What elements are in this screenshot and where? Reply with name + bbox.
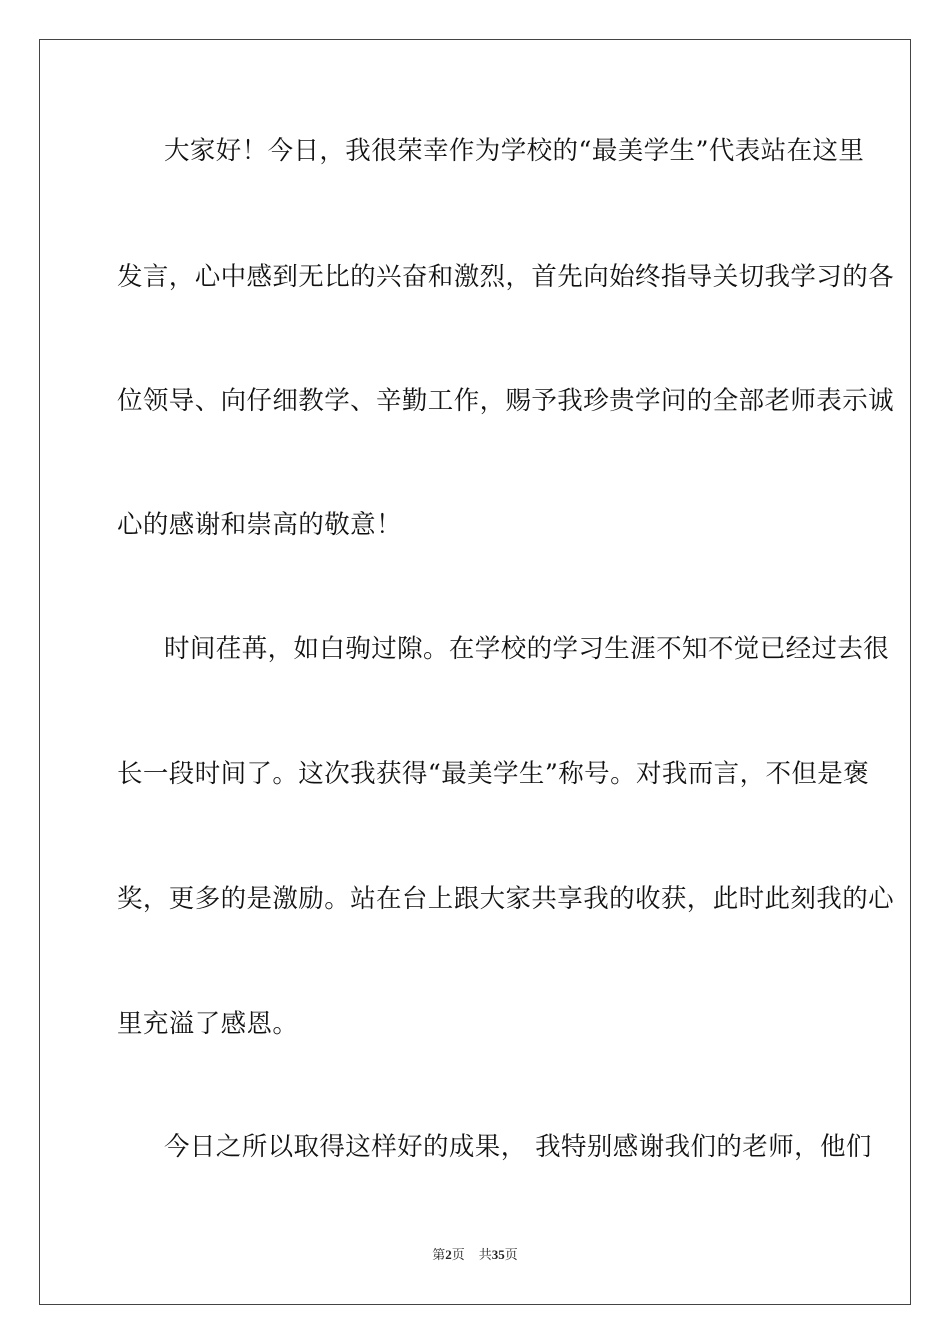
footer-page-prefix: 第: [432, 1248, 446, 1263]
footer-total-pages: 35: [491, 1247, 505, 1262]
page-footer: [0, 1247, 950, 1264]
text-line-5: 时间荏苒，如白驹过隙。在学校的学习生涯不知不觉已经过去很: [164, 634, 890, 664]
text-line-7: 奖，更多的是激励。站在台上跟大家共享我的收获，此时此刻我的心: [117, 884, 895, 914]
footer-total-prefix: 共: [478, 1248, 492, 1263]
text-line-3: 位领导、向仔细教学、辛勤工作，赐予我珍贵学问的全部老师表示诚: [117, 386, 895, 416]
text-line-8: 里充溢了感恩。: [117, 1009, 299, 1039]
text-line-4: 心的感谢和崇高的敬意！: [117, 510, 402, 540]
text-line-1: 大家好！今日，我很荣幸作为学校的“最美学生”代表站在这里: [164, 136, 865, 166]
text-line-2: 发言，心中感到无比的兴奋和激烈，首先向始终指导关切我学习的各: [117, 262, 895, 292]
footer-page-number: 2: [445, 1247, 452, 1262]
footer-total-suffix: 页: [504, 1248, 518, 1263]
footer-page-suffix: 页: [451, 1248, 465, 1263]
text-line-9: 今日之所以取得这样好的成果， 我特别感谢我们的老师，他们: [164, 1132, 872, 1162]
text-line-6: 长一段时间了。这次我获得“最美学生”称号。对我而言，不但是褒: [117, 759, 870, 789]
page-border: [39, 39, 911, 1305]
